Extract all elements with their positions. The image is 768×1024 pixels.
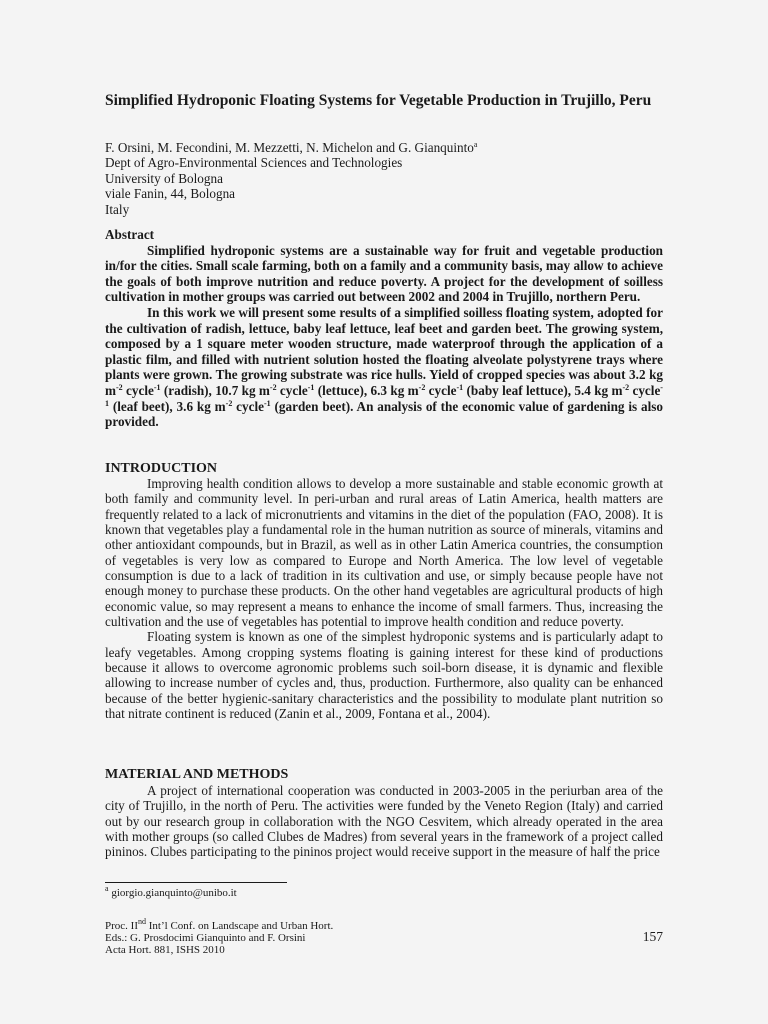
methods-section (105, 783, 663, 860)
proceedings-conference: Proc. IInd Int’l Conf. on Landscape and Urban Hort. (105, 917, 334, 932)
affiliation-university: University of Bologna (105, 170, 223, 186)
footnote (105, 884, 663, 900)
page-number: 157 (642, 929, 663, 944)
introduction-heading: INTRODUCTION (105, 461, 218, 476)
author-footnote-mark: a (473, 140, 478, 149)
introduction-section (105, 476, 663, 722)
abstract-paragraph-1: Simplified hydroponic systems are a sustainable way for fruit and vegetable production in/for the cities. Small scale farming, both on a family and a community basis, may allow to achieve the goals of both improve nutrition and reduce poverty. A project for the development of soilless cultivation in mother groups was carried out between 2002 and 2004 in Trujillo, northern Peru. (105, 242, 663, 305)
proceedings-journal: Acta Hort. 881, ISHS 2010 (105, 944, 225, 956)
introduction-paragraph-1: Improving health condition allows to develop a more sustainable and stable economic growth at both family and community level. In peri-urban and rural areas of Latin America, health matters are frequently related to a lack of micronutrients and vitamins in the diet of the population (FAO, 2008). It is known that vegetables play a fundamental role in the human nutrition as source of minerals, vitamins and other antioxidant compounds, but in Brazil, as well as in other Latin America countries, the consumption of vegetables is very low as compared to Europe and North America. The low level of vegetable consumption is due to a lack of tradition in its cultivation and use, or simply because people have not enough money to purchase these products. On the other hand vegetables are agricultural products of high economic value, so may represent a means to enhance the income of small farmers. Thus, increasing the cultivation and the use of vegetables has potential to improve health condition and reduce poverty. (105, 476, 663, 630)
footnote-divider (105, 882, 287, 883)
abstract-section (105, 227, 663, 430)
methods-heading: MATERIAL AND METHODS (105, 767, 289, 782)
abstract-heading: Abstract (105, 227, 155, 242)
footnote-email: giorgio.gianquinto@unibo.it (108, 887, 237, 899)
introduction-paragraph-2: Floating system is known as one of the simplest hydroponic systems and is particularly adapt to leafy vegetables. Among cropping systems floating is gaining interest for these kind of productions because it allows to overcome agronomic problems such soil-born disease, it is dynamic and flexible allowing to increase number of cycles and, thus, production. Furthermore, also quality can be enhanced because of the better hygienic-sanitary characteristics and the possibility to modulate plant nutrition so that nitrate continent is reduced (Zanin et al., 2009, Fontana et al., 2004). (105, 629, 663, 722)
affiliation-address: viale Fanin, 44, Bologna (105, 186, 236, 202)
methods-paragraph-1: A project of international cooperation was conducted in 2003-2005 in the periurban area of the city of Trujillo, in the north of Peru. The activities were funded by the Veneto Region (Italy) and carried out by our research group in collaboration with the NGO Cesvitem, which already operated in the area with mother groups (so called Clubes de Madres) from several years in the framework of a project called pininos. Clubes participating to the pininos project would receive support in the measure of half the price (105, 783, 663, 860)
affiliation-country: Italy (105, 201, 130, 217)
paper-title: Simplified Hydroponic Floating Systems for Vegetable Production in Trujillo, Peru (105, 92, 652, 109)
footnote-mark: a (105, 884, 109, 893)
abstract-paragraph-2: In this work we will present some results of a simplified soilless floating system, adopted for the cultivation of radish, lettuce, baby leaf lettuce, leaf beet and garden beet. The growing system, composed by a 1 square meter wooden structure, made waterproof through the application of a plastic film, and filled with nutrient solution hosted the floating alveolate polystyrene trays where plants were grown. The growing substrate was rice hulls. Yield of cropped species was about 3.2 kg $m^{-2}$ cycle$^{-1}$ (radish), 10.7 kg $m^{-2}$ cycle$^{-1}$ (lettuce), 6.3 kg $m^{-2}$ cycle$^{-1}$ (baby leaf lettuce), 5.4 kg $m^{-2}$ cycle$^{-1}$ (leaf beet), 3.6 kg $m^{-2}$ cycle$^{-1}$ (garden beet). An analysis of the economic value of gardening is also provided. (105, 304, 663, 430)
authors: F. Orsini, M. Fecondini, M. Mezzetti, N. Michelon and G. Gianquinto$^a$ (105, 140, 478, 155)
proceedings-info (105, 917, 663, 956)
author-block (105, 140, 663, 217)
affiliation-dept: Dept of Agro-Environmental Sciences and Technologies (105, 155, 403, 171)
proceedings-editors: Eds.: G. Prosdocimi Gianquinto and F. Orsini (105, 932, 306, 944)
